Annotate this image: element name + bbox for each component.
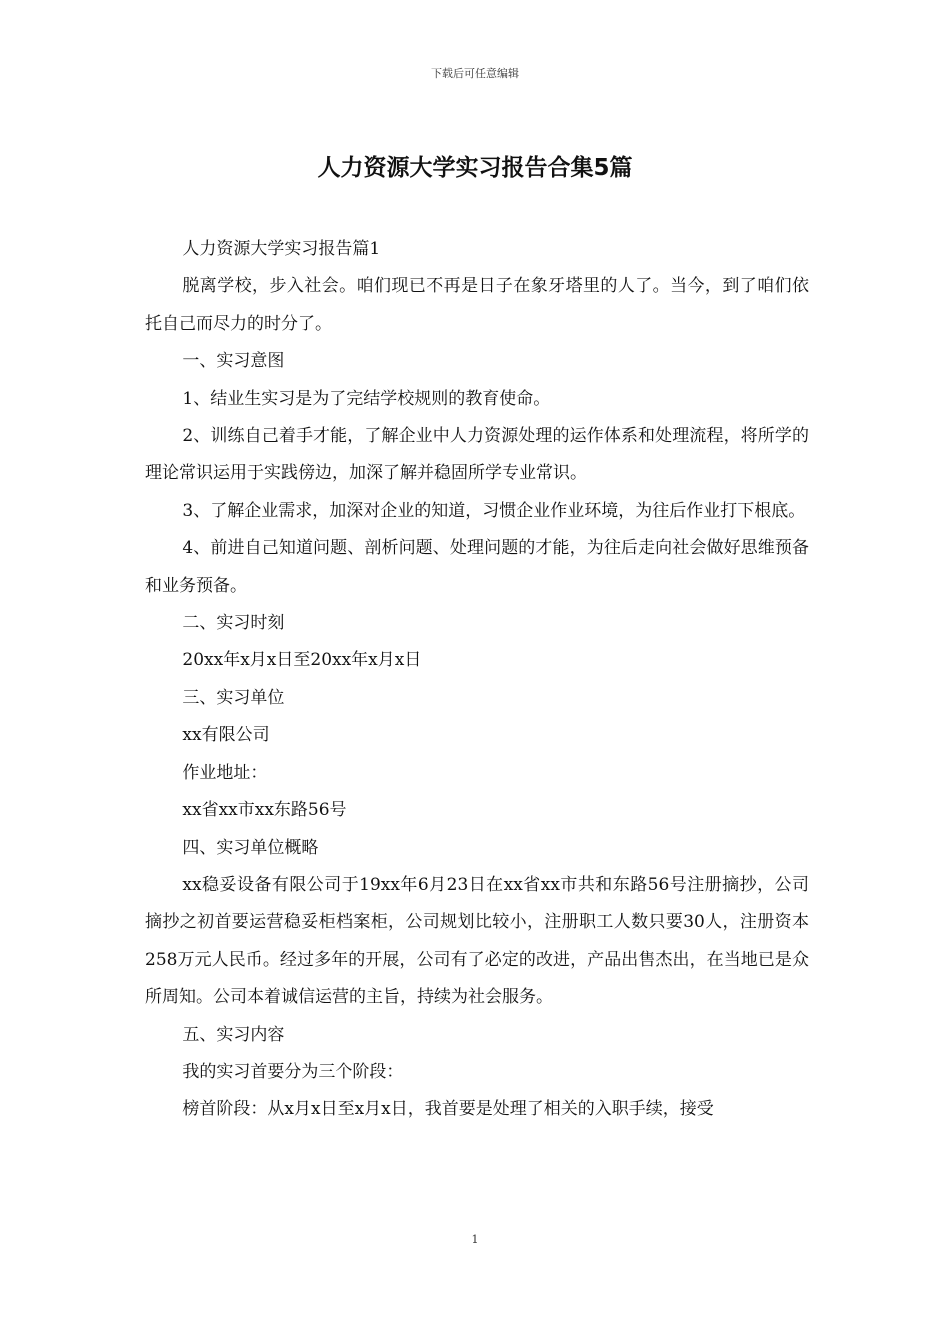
paragraph: 作业地址： (182, 762, 268, 783)
paragraph: xx省xx市xx东路56号 (182, 800, 347, 821)
section-heading: 二、实习时刻 (182, 613, 285, 634)
paragraph: xx稳妥设备有限公司于19xx年6月23日在xx省xx市共和东路56号注册摘抄，公司摘抄之初首要运营稳妥柜档案柜，公司规划比较小，注册职工人数只要30人，注册资本258万元人民币。经过多年的开展，公司有了必定的改进，产品出售杰出，在当地已是众所周知。公司本着诚信运营的主旨，持续为社会服务。 (145, 874, 809, 1008)
list-item: 4、前进自己知道问题、剖析问题、处理问题的才能，为往后走向社会做好思维预备和业务预备。 (145, 538, 809, 596)
page-number: 1 (471, 1233, 479, 1246)
list-item: 1、结业生实习是为了完结学校规则的教育使命。 (182, 388, 551, 409)
paragraph: xx有限公司 (182, 725, 270, 746)
paragraph: 我的实习首要分为三个阶段： (182, 1061, 404, 1082)
section-heading: 三、实习单位 (182, 687, 285, 708)
page-header: 下载后可任意编辑 (431, 67, 519, 80)
document-title: 人力资源大学实习报告合集5篇 (317, 155, 633, 181)
section-heading: 五、实习内容 (182, 1024, 285, 1045)
paragraph: 榜首阶段：从x月x日至x月x日，我首要是处理了相关的入职手续，接受 (182, 1099, 714, 1120)
list-item: 3、了解企业需求，加深对企业的知道，习惯企业作业环境，为往后作业打下根底。 (182, 500, 806, 521)
section-heading: 人力资源大学实习报告篇1 (182, 239, 381, 259)
section-heading: 一、实习意图 (182, 351, 285, 372)
list-item: 2、训练自己着手才能，了解企业中人力资源处理的运作体系和处理流程，将所学的理论常识运用于实践傍边，加深了解并稳固所学专业常识。 (145, 426, 809, 484)
paragraph: 20xx年x月x日至20xx年x月x日 (182, 650, 422, 671)
document-body (145, 231, 809, 1129)
paragraph-intro: 脱离学校，步入社会。咱们现已不再是日子在象牙塔里的人了。当今，到了咱们依托自己而尽力的时分了。 (145, 276, 809, 334)
section-heading: 四、实习单位概略 (182, 837, 319, 858)
